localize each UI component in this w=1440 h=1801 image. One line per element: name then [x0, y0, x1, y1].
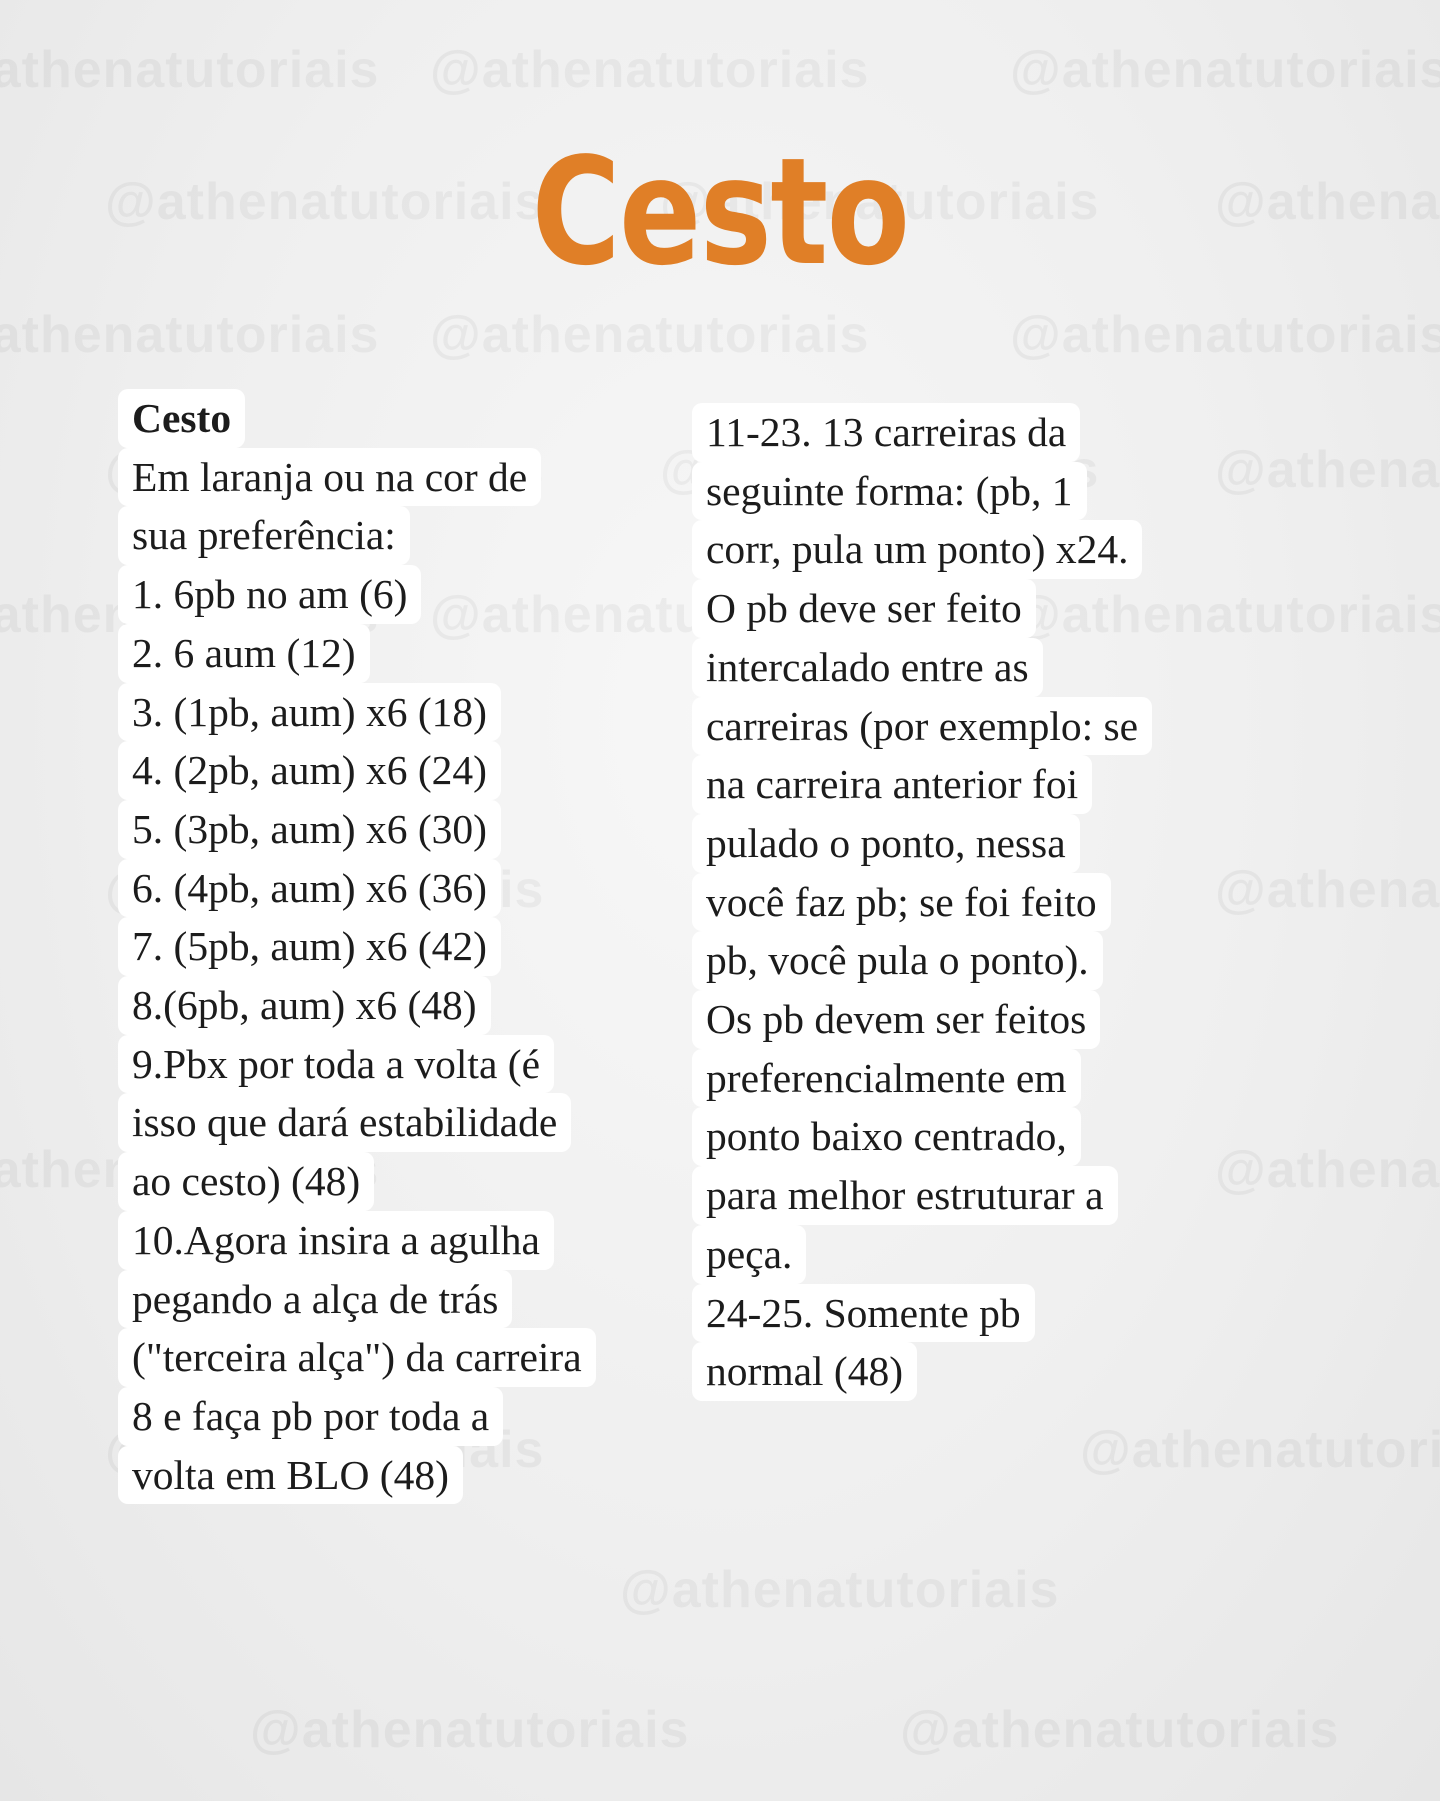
instruction-line: pb, você pula o ponto).: [692, 931, 1103, 990]
instruction-line: pegando a alça de trás: [118, 1270, 512, 1329]
instruction-line: intercalado entre as: [692, 638, 1043, 697]
instruction-line: Os pb devem ser feitos: [692, 990, 1100, 1049]
instruction-line: sua preferência:: [118, 506, 410, 565]
instruction-line: 9.Pbx por toda a volta (é: [118, 1035, 554, 1094]
watermark-text: [250, 1700, 689, 1760]
instruction-line: 11-23. 13 carreiras da: [692, 403, 1080, 462]
instruction-line: para melhor estruturar a: [692, 1166, 1118, 1225]
instructions-left-column: [132, 389, 712, 1504]
watermark-text: [430, 40, 869, 100]
instruction-line: ("terceira alça") da carreira: [118, 1328, 596, 1387]
instruction-line: pulado o ponto, nessa: [692, 814, 1080, 873]
instruction-line: seguinte forma: (pb, 1: [692, 462, 1087, 521]
instructions-right-column: [706, 403, 1326, 1401]
watermark-text: [1010, 40, 1440, 100]
watermark-text: [620, 1560, 1059, 1620]
instruction-line: 24-25. Somente pb: [692, 1284, 1035, 1343]
instruction-line: na carreira anterior foi: [692, 755, 1092, 814]
watermark-text: [1080, 1420, 1440, 1480]
section-heading: Cesto: [118, 389, 245, 448]
instruction-line: normal (48): [692, 1342, 917, 1401]
watermark-text: [430, 305, 869, 365]
instruction-line: 3. (1pb, aum) x6 (18): [118, 683, 501, 742]
instruction-line: 1. 6pb no am (6): [118, 565, 421, 624]
instruction-line: 8 e faça pb por toda a: [118, 1387, 503, 1446]
instruction-line: 10.Agora insira a agulha: [118, 1211, 554, 1270]
instruction-line: volta em BLO (48): [118, 1446, 463, 1505]
watermark-text: [0, 40, 379, 100]
instruction-line: isso que dará estabilidade: [118, 1093, 571, 1152]
instruction-line: 4. (2pb, aum) x6 (24): [118, 741, 501, 800]
instruction-line: Em laranja ou na cor de: [118, 448, 541, 507]
instruction-line: você faz pb; se foi feito: [692, 873, 1111, 932]
instruction-line: corr, pula um ponto) x24.: [692, 520, 1142, 579]
instruction-line: ao cesto) (48): [118, 1152, 374, 1211]
instruction-line: 5. (3pb, aum) x6 (30): [118, 800, 501, 859]
instruction-line: O pb deve ser feito: [692, 579, 1036, 638]
instruction-line: 2. 6 aum (12): [118, 624, 370, 683]
watermark-text: [1010, 305, 1440, 365]
watermark-text: [900, 1700, 1339, 1760]
page-title: Cesto: [531, 126, 909, 298]
instruction-line: ponto baixo centrado,: [692, 1107, 1081, 1166]
instruction-line: 8.(6pb, aum) x6 (48): [118, 976, 491, 1035]
instruction-line: carreiras (por exemplo: se: [692, 697, 1152, 756]
watermark-text: [0, 305, 379, 365]
instruction-line: 7. (5pb, aum) x6 (42): [118, 917, 501, 976]
instruction-line: preferencialmente em: [692, 1049, 1081, 1108]
instruction-line: 6. (4pb, aum) x6 (36): [118, 859, 501, 918]
instruction-line: peça.: [692, 1225, 806, 1284]
